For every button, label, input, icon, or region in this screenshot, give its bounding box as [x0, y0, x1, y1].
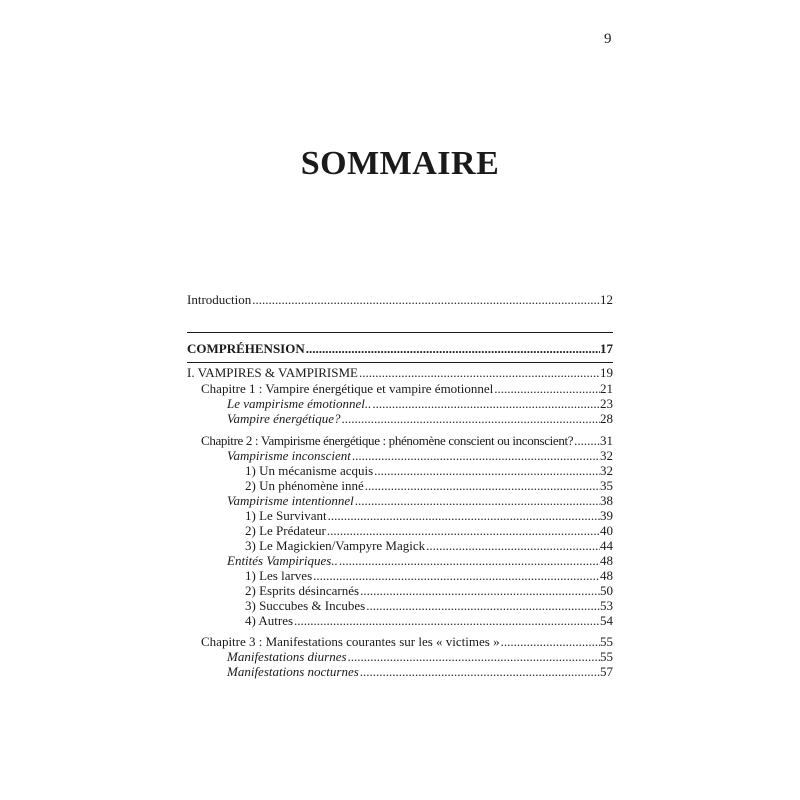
toc-entry-label: Vampirisme inconscient [227, 448, 351, 463]
toc-entry-subsection [187, 523, 613, 539]
toc-entry-page: 40 [600, 523, 613, 538]
toc-entry-section [187, 493, 613, 509]
toc-entry-chapter-1 [187, 381, 613, 397]
toc-entry-page: 53 [600, 598, 613, 613]
toc-entry-page: 17 [600, 341, 613, 356]
toc-entry-label: 1) Les larves [245, 568, 313, 583]
dot-leader [359, 664, 600, 680]
toc-entry-subsection [187, 463, 613, 479]
toc-entry-subsection [187, 583, 613, 599]
dot-leader [425, 538, 600, 554]
toc-entry-page: 12 [600, 292, 613, 307]
toc-entry-subsection [187, 538, 613, 554]
toc-entry-subsection [187, 613, 613, 629]
dot-leader [358, 365, 600, 381]
dot-leader [573, 433, 600, 449]
toc-entry-label: I. VAMPIRES & VAMPIRISME [187, 365, 358, 380]
toc-entry-label: COMPRÉHENSION [187, 341, 305, 356]
toc-entry-label: 3) Succubes & Incubes [245, 598, 366, 613]
dot-leader [305, 341, 600, 357]
toc-entry-label: 1) Le Survivant [245, 508, 327, 523]
toc-entry-section [187, 649, 613, 665]
dot-leader [373, 463, 600, 479]
toc-entry-page: 28 [600, 411, 613, 426]
toc-entry-page: 48 [600, 568, 613, 583]
toc-entry-page: 57 [600, 664, 613, 679]
toc-entry-page: 55 [600, 649, 613, 664]
toc-entry-page: 23 [600, 396, 613, 411]
toc-entry-chapter-2 [187, 433, 613, 449]
toc-entry-label: Vampire énergétique? [227, 411, 341, 426]
dot-leader [371, 396, 600, 412]
toc-entry-label: 1) Un mécanisme acquis [245, 463, 374, 478]
toc-entry-subsection [187, 478, 613, 494]
toc-entry-label: Introduction [187, 292, 252, 307]
toc-entry-page: 35 [600, 478, 613, 493]
toc-entry-label: 2) Le Prédateur [245, 523, 326, 538]
dot-leader [500, 634, 600, 650]
toc-entry-page: 48 [600, 553, 613, 568]
page-number: 9 [604, 31, 612, 47]
toc-entry-page: 55 [600, 634, 613, 649]
toc-entry-introduction [187, 292, 613, 308]
toc-entry-label: 2) Esprits désincarnés [245, 583, 360, 598]
toc-entry-page: 50 [600, 583, 613, 598]
toc-entry-section [187, 553, 613, 569]
toc-entry-section [187, 664, 613, 680]
dot-leader [338, 553, 600, 569]
divider [187, 362, 613, 363]
page-title: SOMMAIRE [300, 145, 500, 182]
toc-entry-label: Le vampirisme émotionnel.. [227, 396, 372, 411]
dot-leader [351, 448, 600, 464]
toc-entry-page: 38 [600, 493, 613, 508]
dot-leader [293, 613, 600, 629]
dot-leader [340, 411, 600, 427]
dot-leader [354, 493, 600, 509]
toc-entry-subsection [187, 598, 613, 614]
dot-leader [251, 292, 600, 308]
toc-entry-label: Chapitre 2 : Vampirisme énergétique : phénomène conscient ou inconscient? [201, 433, 574, 448]
dot-leader [347, 649, 600, 665]
toc-entry-section [187, 448, 613, 464]
dot-leader [312, 568, 600, 584]
toc-entry-comprehension [187, 341, 613, 357]
toc-entry-label: Vampirisme intentionnel [227, 493, 354, 508]
toc-entry-page: 21 [600, 381, 613, 396]
toc-entry-label: Chapitre 1 : Vampire énergétique et vampire émotionnel [201, 381, 494, 396]
divider [187, 332, 613, 333]
toc-entry-label: 4) Autres [245, 613, 294, 628]
toc-entry-label: Entités Vampiriques.. [227, 553, 338, 568]
dot-leader [359, 583, 600, 599]
toc-entry-page: 32 [600, 448, 613, 463]
toc-entry-page: 44 [600, 538, 613, 553]
toc-entry-subsection [187, 568, 613, 584]
toc-entry-section [187, 411, 613, 427]
toc-entry-subsection [187, 508, 613, 524]
toc-entry-label: Chapitre 3 : Manifestations courantes sur les « victimes » [201, 634, 500, 649]
toc-entry-page: 31 [600, 433, 613, 448]
toc-entry-page: 19 [600, 365, 613, 380]
toc-entry-label: 3) Le Magickien/Vampyre Magick [245, 538, 426, 553]
toc-entry-page: 39 [600, 508, 613, 523]
dot-leader [326, 523, 600, 539]
toc-entry-label: Manifestations diurnes [227, 649, 347, 664]
toc-entry-part-1 [187, 365, 613, 381]
dot-leader [364, 478, 600, 494]
toc-entry-label: Manifestations nocturnes [227, 664, 359, 679]
dot-leader [365, 598, 600, 614]
toc-entry-section [187, 396, 613, 412]
toc-entry-page: 32 [600, 463, 613, 478]
dot-leader [493, 381, 600, 397]
dot-leader [327, 508, 600, 524]
toc-entry-label: 2) Un phénomène inné [245, 478, 364, 493]
toc-entry-chapter-3 [187, 634, 613, 650]
toc-entry-page: 54 [600, 613, 613, 628]
